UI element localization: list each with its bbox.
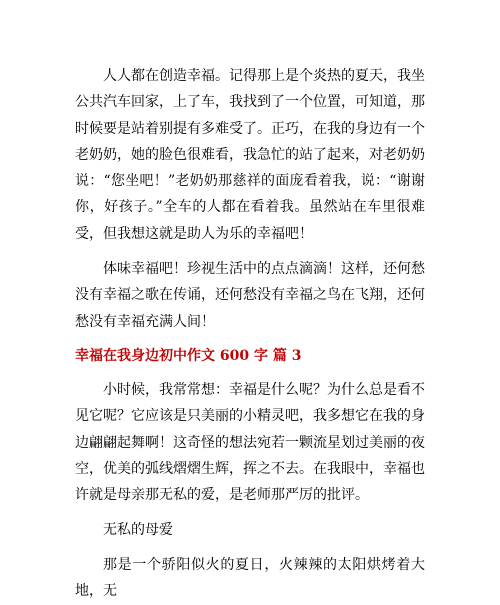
subheading: 无私的母爱	[103, 522, 173, 538]
section-heading: 幸福在我身边初中作文 600 字 篇 3	[75, 348, 302, 364]
paragraph: 体味幸福吧！珍视生活中的点点滴滴！这样，还何愁没有幸福之歌在传诵，还何愁没有幸福之鸟在飞翔，还何愁没有幸福充满人间！	[75, 261, 425, 330]
paragraph: 人人都在创造幸福。记得那上是个炎热的夏天，我坐公共汽车回家，上了车，我找到了一个位置，可知道，那时候要是站着别提有多难受了。正巧，在我的身边有一个老奶奶，她的脸色很难看，我急忙的站了起来，对老奶奶说：“您坐吧！”老奶奶那慈祥的面庞看着我，说：“谢谢你，好孩子。”全车的人都在看着我。虽然站在车里很难受，但我想这就是助人为乐的幸福吧！	[75, 68, 425, 242]
paragraph: 小时候，我常常想：幸福是什么呢？为什么总是看不见它呢？它应该是只美丽的小精灵吧，我多想它在我的身边翩翩起舞啊！这奇怪的想法宛若一颗流星划过美丽的夜空，优美的弧线熠熠生辉，挥之不去。在我眼中，幸福也许就是母亲那无私的爱，是老师那严厉的批评。	[75, 382, 425, 504]
paragraph: 那是一个骄阳似火的夏日，火辣辣的太阳烘烤着大地，无	[75, 557, 425, 600]
